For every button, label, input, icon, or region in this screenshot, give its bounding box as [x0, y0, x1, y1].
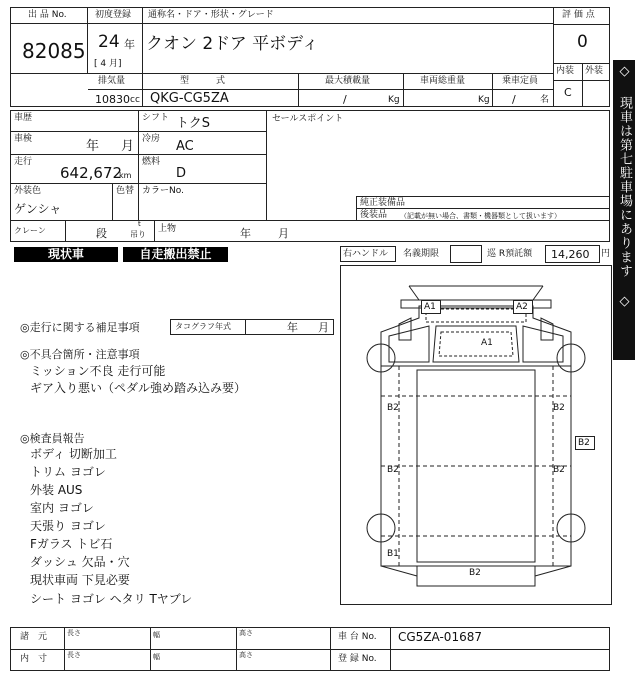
shift: トクS: [176, 116, 210, 131]
upper-month-unit: 月: [278, 227, 289, 240]
crane-hook: 吊り: [130, 230, 146, 239]
reg-label: 登 録 No.: [338, 654, 377, 664]
history-label: 車歴: [14, 113, 33, 123]
fuel-label: 燃料: [142, 157, 161, 167]
capacity-label: 乗車定員: [502, 76, 539, 86]
color: ゲンシャ: [14, 202, 62, 216]
chassis-label: 車 台 No.: [338, 632, 377, 642]
first-reg-year-unit: 年: [124, 38, 135, 51]
color-code-label: カラーNo.: [142, 186, 184, 196]
mark-a1-top-label: A1: [424, 302, 436, 312]
height-label: 高さ: [239, 629, 253, 637]
displacement-unit: cc: [130, 95, 140, 105]
truck-outline: [341, 266, 611, 604]
steering: 右ハンドル: [343, 249, 389, 259]
max-load: /: [343, 93, 347, 106]
gross-weight-unit: Kg: [478, 95, 490, 105]
width-label: 幅: [153, 631, 160, 639]
inspector-line-2: トリム ヨゴレ: [30, 465, 106, 479]
inspection-label: 車検: [14, 134, 33, 144]
first-reg-label: 初度登録: [95, 10, 132, 20]
no-selfdrive-badge: 自走搬出禁止: [123, 247, 228, 262]
tacho-year-unit: 年: [287, 321, 298, 334]
displacement-label: 排気量: [98, 76, 126, 86]
first-reg-month: [ 4 月]: [94, 59, 122, 69]
header-frame: [10, 7, 610, 107]
mark-b1: B1: [387, 549, 399, 559]
defect-1: ミッション不良 走行可能: [30, 364, 166, 378]
capacity: /: [512, 93, 516, 106]
mark-b2-lower-right: B2: [553, 465, 565, 475]
name-change-box: [450, 245, 482, 263]
tacho-label: タコグラフ年式: [175, 322, 231, 331]
inspector-line-1: ボディ 切断加工: [30, 447, 117, 461]
aftermarket-note: （記載が無い場合、書類・機器類として扱います）: [400, 212, 561, 220]
model-name-label: 通称名・ドア・形状・グレード: [148, 10, 274, 20]
chassis: CG5ZA-01687: [398, 630, 482, 644]
aftermarket-label: 後装品: [360, 210, 388, 220]
mark-b2-right: B2: [553, 403, 565, 413]
sales-point-label: セールスポイント: [272, 114, 344, 124]
max-load-label: 最大積載量: [325, 76, 371, 86]
height-label-2: 高さ: [239, 651, 253, 659]
interior-label: 内装: [556, 66, 575, 76]
inspector-line-3: 外装 AUS: [30, 483, 83, 497]
mark-a1-cab: A1: [481, 338, 493, 348]
aircon: AC: [176, 139, 194, 154]
fuel: D: [176, 166, 187, 181]
grade: 0: [577, 32, 588, 52]
mileage-unit: km: [119, 171, 132, 180]
length-label-2: 長さ: [67, 651, 81, 659]
first-reg-year: 24: [98, 32, 120, 52]
inspection-month-unit: 月: [121, 139, 135, 154]
inspector-line-9: シート ヨゴレ ヘタリ Tヤブレ: [30, 592, 193, 606]
recycle-unit: 円: [601, 249, 611, 259]
width-label-2: 幅: [153, 653, 160, 661]
inspector-line-7: ダッシュ 欠品・穴: [30, 555, 130, 569]
mark-b2-rear: B2: [469, 568, 481, 578]
aircon-label: 冷房: [142, 134, 161, 144]
inspector-line-6: Fガラス トビ石: [30, 537, 113, 551]
inspector-line-8: 現状車両 下見必要: [30, 573, 130, 587]
crane-label: クレーン: [14, 226, 46, 235]
mileage-label: 走行: [14, 157, 33, 167]
length-label: 長さ: [67, 629, 81, 637]
max-load-unit: Kg: [388, 95, 400, 105]
side-note: ◇ 現車は第七駐車場にあります ◇: [617, 64, 632, 310]
inspector-line-5: 天張り ヨゴレ: [30, 519, 106, 533]
recycle-value: 14,260: [551, 248, 590, 261]
tacho-month-unit: 月: [318, 321, 329, 334]
grade-label: 評 価 点: [562, 10, 595, 20]
crane-stage: 段: [96, 227, 107, 240]
inner-label: 内 寸: [20, 654, 48, 664]
capacity-unit: 名: [540, 95, 550, 105]
gross-weight-label: 車両総重量: [420, 76, 466, 86]
shift-label: シフト: [142, 113, 170, 123]
current-state-badge: 現状車: [14, 247, 118, 262]
crane-t: t: [138, 220, 141, 228]
upper-year-unit: 年: [240, 227, 251, 240]
upper-label: 上物: [158, 224, 177, 234]
mark-b2-side: B2: [578, 438, 590, 448]
katashiki-label: 型 式: [180, 76, 226, 86]
dims-label: 諸 元: [20, 632, 48, 642]
inspection-year-unit: 年: [86, 139, 100, 154]
model-name: クオン 2ドア 平ボディ: [146, 34, 319, 54]
driving-title: ◎走行に関する補足事項: [20, 321, 140, 334]
mark-a2-top-label: A2: [516, 302, 528, 312]
defects-title: ◎不具合箇所・注意事項: [20, 348, 140, 361]
inspector-line-4: 室内 ヨゴレ: [30, 501, 94, 515]
mark-b2-left: B2: [387, 403, 399, 413]
name-change-label: 名義期限: [403, 249, 440, 259]
recycle-label: 巡 R預託額: [487, 249, 533, 259]
mark-b2-lower-left: B2: [387, 465, 399, 475]
lot-no-label: 出 品 No.: [28, 10, 67, 20]
inspector-title: ◎検査員報告: [20, 432, 85, 445]
exterior-label: 外装: [585, 66, 604, 76]
defect-2: ギア入り悪い（ペダル強め踏み込み要）: [30, 381, 247, 395]
katashiki: QKG-CG5ZA: [150, 91, 229, 106]
standard-equip-label: 純正装備品: [360, 198, 406, 208]
mileage: 642,672: [60, 164, 123, 182]
color-label: 外装色: [14, 186, 42, 196]
color-no-label: 色替: [116, 186, 135, 196]
lot-no: 82085: [22, 39, 86, 63]
interior-grade: C: [564, 86, 572, 99]
displacement: 10830: [95, 93, 130, 106]
truck-diagram: [340, 265, 612, 605]
